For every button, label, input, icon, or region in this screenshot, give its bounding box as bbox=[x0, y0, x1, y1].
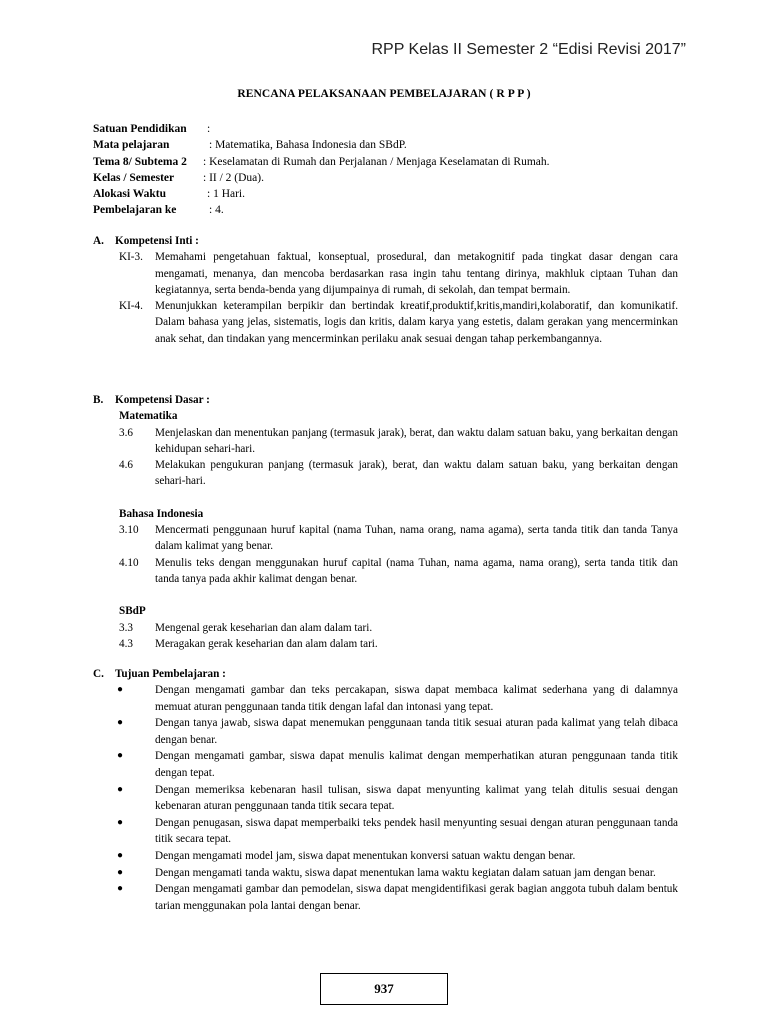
list-item bbox=[93, 881, 678, 914]
identity-value: : Keselamatan di Rumah dan Perjalanan / Menjaga Keselamatan di Rumah. bbox=[203, 155, 550, 168]
bullet-icon: ● bbox=[117, 883, 124, 895]
list-item-text: Dengan mengamati tanda waktu, siswa dapat menentukan lama waktu kegiatan dalam satuan jam dengan benar. bbox=[155, 866, 656, 879]
running-header: RPP Kelas II Semester 2 “Edisi Revisi 2017” bbox=[371, 41, 686, 58]
kd-item bbox=[93, 620, 678, 636]
kd-text: Menulis teks dengan menggunakan huruf capital (nama Tuhan, nama agama, nama orang), serta tanda titik dan tanda tanya pada akhir kalimat dengan benar. bbox=[155, 556, 678, 585]
section-heading: B. Kompetensi Dasar : bbox=[93, 394, 210, 406]
bullet-icon: ● bbox=[117, 816, 124, 828]
kd-code: 4.3 bbox=[119, 637, 133, 650]
ki-text: Menunjukkan keterampilan berpikir dan bertindak kreatif,produktif,kritis,mandiri,kolaboratif, dan komunikatif. Dalam bahasa yang jelas, sistematis, logis dan kritis, dalam karya yang estetis, dalam gerakan yang mencerminkan anak sehat, dan tindakan yang mencerminkan perilaku anak sesuai dengan tahap perkembangannya. bbox=[155, 300, 678, 345]
identity-label: Mata pelajaran bbox=[93, 139, 170, 152]
kd-code: 3.6 bbox=[119, 426, 133, 439]
list-item-text: Dengan tanya jawab, siswa dapat menemukan penggunaan tanda titik sesuai aturan pada kalimat yang telah dibaca dengan benar. bbox=[155, 717, 678, 746]
list-item-text: Dengan memeriksa kebenaran hasil tulisan, siswa dapat menyunting kalimat yang telah ditulis sesuai dengan kebenaran aturan penggunaan tanda titik secara tepat. bbox=[155, 783, 678, 812]
identity-value: : bbox=[207, 123, 211, 135]
kd-item bbox=[93, 425, 678, 458]
section-heading: C. Tujuan Pembelajaran : bbox=[93, 668, 226, 680]
document-title: RENCANA PELAKSANAAN PEMBELAJARAN ( R P P ) bbox=[237, 88, 531, 100]
subject-heading: SBdP bbox=[119, 605, 146, 618]
list-item bbox=[93, 848, 678, 864]
subject-heading: Bahasa Indonesia bbox=[119, 507, 204, 520]
identity-label: Tema 8/ Subtema 2 bbox=[93, 155, 187, 168]
identity-value: : Matematika, Bahasa Indonesia dan SBdP. bbox=[209, 139, 407, 152]
kd-item bbox=[93, 555, 678, 588]
list-item bbox=[93, 782, 678, 815]
section-heading: A. Kompetensi Inti : bbox=[93, 235, 199, 247]
page-number: 937 bbox=[320, 973, 448, 1005]
ki-text: Memahami pengetahuan faktual, konseptual, prosedural, dan metakognitif pada tingkat dasar dengan cara mengamati, menanya, dan mencoba berdasarkan rasa ingin tahu tentang dirinya, makhluk ciptaan Tuhan dan kegiatannya, serta benda-benda yang dijumpainya di rumah, di sekolah, dan tempat bermain. bbox=[155, 251, 678, 296]
section-kompetensi-dasar bbox=[93, 392, 678, 652]
bullet-icon: ● bbox=[117, 866, 124, 878]
identity-label: Pembelajaran ke bbox=[93, 204, 177, 217]
list-item-text: Dengan penugasan, siswa dapat memperbaiki teks pendek hasil menyunting sesuai dengan aturan penggunaan tanda titik secara tepat. bbox=[155, 816, 678, 845]
identity-value: : 4. bbox=[209, 204, 224, 217]
list-item-text: Dengan mengamati gambar dan pemodelan, siswa dapat mengidentifikasi gerak bagian anggota tubuh dalam bentuk tarian menggunakan pola lantai dengan benar. bbox=[155, 883, 678, 912]
ki-item bbox=[93, 249, 678, 298]
kd-item bbox=[93, 522, 678, 555]
kd-code: 4.10 bbox=[119, 556, 139, 569]
kd-code: 3.3 bbox=[119, 621, 133, 634]
list-item-text: Dengan mengamati gambar dan teks percakapan, siswa dapat membaca kalimat sederhana yang di dalamnya memuat aturan penggunaan tanda titik dengan lafal dan intonasi yang tepat. bbox=[155, 684, 678, 713]
identity-value: : II / 2 (Dua). bbox=[203, 171, 264, 184]
kd-item bbox=[93, 457, 678, 490]
list-item bbox=[93, 748, 678, 781]
list-item-text: Dengan mengamati model jam, siswa dapat menentukan konversi satuan waktu dengan benar. bbox=[155, 849, 576, 862]
bullet-icon: ● bbox=[117, 783, 124, 795]
list-item bbox=[93, 865, 678, 881]
identity-label: Kelas / Semester bbox=[93, 171, 175, 184]
list-item bbox=[93, 682, 678, 715]
list-item bbox=[93, 715, 678, 748]
kd-text: Meragakan gerak keseharian dan alam dalam tari. bbox=[155, 637, 378, 650]
kd-text: Menjelaskan dan menentukan panjang (termasuk jarak), berat, dan waktu dalam satuan baku, yang berkaitan dengan kehidupan sehari-hari. bbox=[155, 426, 678, 455]
subject-heading: Matematika bbox=[119, 410, 178, 423]
kd-text: Mencermati penggunaan huruf kapital (nama Tuhan, nama orang, nama agama), serta tanda titik dan tanda Tanya dalam kalimat yang benar. bbox=[155, 524, 678, 553]
ki-item bbox=[93, 298, 678, 347]
section-kompetensi-inti bbox=[93, 233, 678, 347]
list-item-text: Dengan mengamati gambar, siswa dapat menulis kalimat dengan memperhatikan aturan penggunaan tanda titik dengan tepat. bbox=[155, 750, 678, 779]
ki-code: KI-3. bbox=[119, 251, 143, 264]
kd-text: Mengenal gerak keseharian dan alam dalam tari. bbox=[155, 621, 373, 634]
kd-item bbox=[93, 636, 678, 652]
bullet-icon: ● bbox=[117, 849, 124, 861]
bullet-icon: ● bbox=[117, 750, 124, 762]
identity-label: Satuan Pendidikan bbox=[93, 123, 187, 135]
kd-code: 3.10 bbox=[119, 524, 139, 537]
list-item bbox=[93, 815, 678, 848]
bullet-icon: ● bbox=[117, 684, 124, 696]
identity-value: : 1 Hari. bbox=[207, 188, 246, 201]
kd-code: 4.6 bbox=[119, 459, 133, 472]
bullet-icon: ● bbox=[117, 717, 124, 729]
section-tujuan-pembelajaran bbox=[93, 666, 678, 914]
identity-label: Alokasi Waktu bbox=[93, 188, 166, 201]
ki-code: KI-4. bbox=[119, 300, 143, 313]
kd-text: Melakukan pengukuran panjang (termasuk jarak), berat, dan waktu dalam satuan baku, yang berkaitan dengan sehari-hari. bbox=[155, 459, 678, 488]
